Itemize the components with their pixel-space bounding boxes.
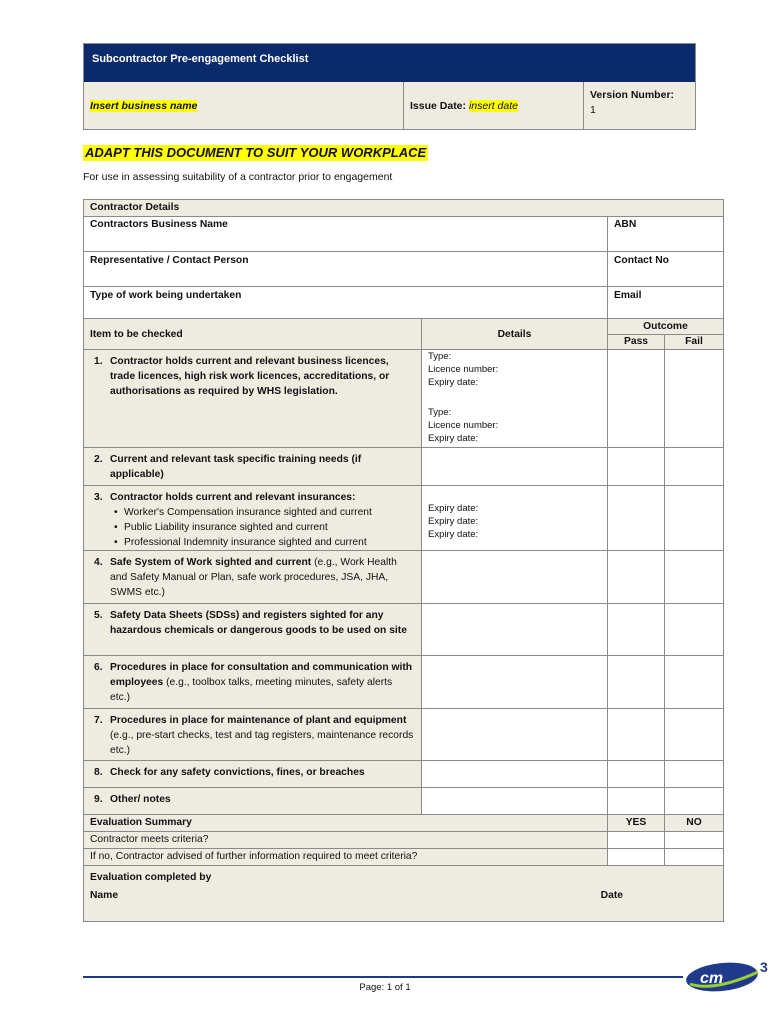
item-text: (e.g., Work Health and Safety Manual or Plan, safe work procedures, JSA, JHA, SWMS etc.) [110, 557, 397, 598]
evaluation-completed-block[interactable] [84, 866, 724, 922]
contact-no-label: Contact No [614, 255, 669, 266]
item-number: 7. [94, 715, 103, 726]
bullet-item: • Professional Indemnity insurance sighted and current [124, 535, 415, 550]
intro-text: For use in assessing suitability of a contractor prior to engagement [83, 171, 393, 183]
item-text: Contractor holds current and relevant insurances: [110, 492, 356, 503]
item-6-details[interactable] [422, 656, 608, 709]
fail-cell[interactable] [665, 761, 724, 788]
checklist-item-5 [84, 604, 422, 656]
item-text: Check for any safety convictions, fines, or breaches [110, 767, 365, 778]
fail-cell[interactable] [665, 656, 724, 709]
fail-cell[interactable] [665, 486, 724, 551]
checklist-table [83, 199, 724, 922]
representative-label: Representative / Contact Person [90, 255, 249, 266]
item-number: 9. [94, 794, 103, 805]
pass-cell[interactable] [608, 709, 665, 761]
detail-line: Type: [428, 351, 452, 362]
checklist-item-6 [84, 656, 422, 709]
fail-cell[interactable] [665, 350, 724, 448]
item-number: 8. [94, 767, 103, 778]
cm3-logo [684, 958, 770, 994]
business-name-field[interactable] [84, 217, 608, 252]
pass-cell[interactable] [608, 761, 665, 788]
item-9-details[interactable] [422, 788, 608, 815]
col-header-item: Item to be checked [84, 319, 422, 350]
work-type-label: Type of work being undertaken [90, 290, 242, 301]
fail-cell[interactable] [665, 788, 724, 815]
document-header [83, 43, 696, 130]
item-1-details[interactable] [422, 350, 608, 448]
insurance-bullet-list [110, 505, 415, 550]
pass-cell[interactable] [608, 788, 665, 815]
item-text: (e.g., pre-start checks, test and tag registers, maintenance records etc.) [110, 730, 414, 756]
checklist-item-2 [84, 448, 422, 486]
pass-cell[interactable] [608, 350, 665, 448]
item-2-details[interactable] [422, 448, 608, 486]
item-number: 1. [94, 356, 103, 367]
document-title: Subcontractor Pre-engagement Checklist [84, 44, 695, 82]
item-number: 6. [94, 662, 103, 673]
further-info-question: If no, Contractor advised of further information required to meet criteria? [84, 849, 608, 866]
version-value: 1 [590, 104, 596, 116]
date-label: Date [600, 890, 623, 901]
detail-line: Licence number: [428, 364, 499, 375]
version-cell [584, 82, 695, 129]
detail-line: Expiry date: [428, 377, 479, 388]
contractor-details-heading: Contractor Details [84, 200, 724, 217]
header-info-row [84, 82, 695, 129]
email-label: Email [614, 290, 642, 301]
checklist-item-3 [84, 486, 422, 551]
version-label: Version Number: [590, 89, 675, 101]
fail-cell[interactable] [665, 448, 724, 486]
yes-cell[interactable] [608, 849, 665, 866]
item-number: 3. [94, 492, 103, 503]
pass-cell[interactable] [608, 656, 665, 709]
item-4-details[interactable] [422, 551, 608, 604]
detail-line: Expiry date: [428, 529, 479, 540]
item-text-bold: Procedures in place for consultation and communication with employees [110, 662, 413, 688]
detail-line: Expiry date: [428, 433, 479, 444]
col-header-pass: Pass [608, 335, 665, 350]
item-number: 4. [94, 557, 103, 568]
pass-cell[interactable] [608, 448, 665, 486]
item-text-bold: Procedures in place for maintenance of plant and equipment [110, 715, 407, 726]
col-header-details: Details [422, 319, 608, 350]
business-name-label: Contractors Business Name [90, 219, 228, 230]
item-text: Other/ notes [110, 794, 171, 805]
pass-cell[interactable] [608, 551, 665, 604]
issue-date-placeholder[interactable]: insert date [468, 99, 518, 112]
name-label: Name [90, 890, 119, 901]
item-text: Safety Data Sheets (SDSs) and registers sighted for any hazardous chemicals or dangerous goods to be used on site [110, 610, 407, 636]
svg-text:3: 3 [760, 959, 768, 975]
checklist-item-7 [84, 709, 422, 761]
detail-line: Licence number: [428, 420, 499, 431]
abn-label: ABN [614, 219, 637, 230]
no-cell[interactable] [665, 832, 724, 849]
page-number: Page: 1 of 1 [359, 982, 411, 993]
col-header-fail: Fail [665, 335, 724, 350]
item-3-details[interactable] [422, 486, 608, 551]
item-text-bold: Safe System of Work sighted and current [110, 557, 312, 568]
email-field[interactable] [608, 287, 724, 319]
contact-no-field[interactable] [608, 252, 724, 287]
no-cell[interactable] [665, 849, 724, 866]
checklist-item-9 [84, 788, 422, 815]
item-7-details[interactable] [422, 709, 608, 761]
item-text: Contractor holds current and relevant business licences, trade licences, high risk work licences, accreditations, or authorisations as required by WHS legislation. [110, 356, 390, 397]
evaluation-completed-label: Evaluation completed by [90, 872, 212, 883]
col-header-outcome: Outcome [608, 319, 724, 335]
abn-field[interactable] [608, 217, 724, 252]
detail-line: Expiry date: [428, 503, 479, 514]
fail-cell[interactable] [665, 604, 724, 656]
business-name-placeholder[interactable]: Insert business name [90, 99, 198, 112]
bullet-item: • Public Liability insurance sighted and current [124, 520, 415, 535]
detail-line: Expiry date: [428, 516, 479, 527]
evaluation-summary-heading: Evaluation Summary [84, 815, 608, 832]
fail-cell[interactable] [665, 551, 724, 604]
criteria-question: Contractor meets criteria? [84, 832, 608, 849]
checklist-item-1 [84, 350, 422, 448]
item-5-details[interactable] [422, 604, 608, 656]
adapt-notice: ADAPT THIS DOCUMENT TO SUIT YOUR WORKPLACE [85, 145, 427, 160]
footer-rule [83, 976, 683, 978]
item-number: 5. [94, 610, 103, 621]
item-8-details[interactable] [422, 761, 608, 788]
yes-header: YES [608, 815, 665, 832]
checklist-item-4 [84, 551, 422, 604]
item-text: (e.g., toolbox talks, meeting minutes, safety alerts etc.) [110, 677, 393, 703]
representative-field[interactable] [84, 252, 608, 287]
no-header: NO [665, 815, 724, 832]
pass-cell[interactable] [608, 486, 665, 551]
item-number: 2. [94, 454, 103, 465]
issue-date-cell [404, 82, 584, 129]
work-type-field[interactable] [84, 287, 608, 319]
bullet-item: • Worker's Compensation insurance sighted and current [124, 505, 415, 520]
item-text: Current and relevant task specific training needs (if applicable) [110, 454, 362, 480]
detail-line: Type: [428, 407, 452, 418]
issue-date-label: Issue Date: [410, 99, 467, 112]
yes-cell[interactable] [608, 832, 665, 849]
svg-text:cm: cm [700, 970, 724, 987]
pass-cell[interactable] [608, 604, 665, 656]
business-name-cell [84, 82, 404, 129]
fail-cell[interactable] [665, 709, 724, 761]
checklist-item-8 [84, 761, 422, 788]
